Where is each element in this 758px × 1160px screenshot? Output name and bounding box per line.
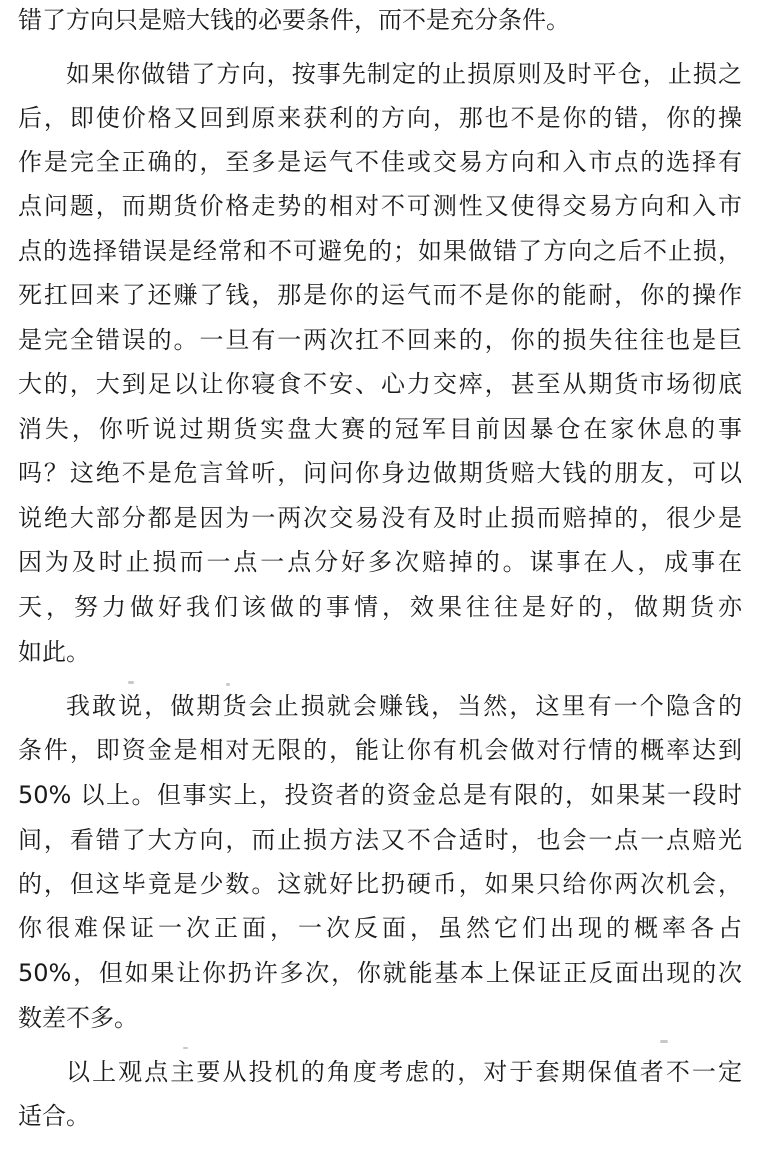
text-line: 大的，大到足以让你寝食不安、心力交瘁，甚至从期货市场彻底 bbox=[18, 370, 742, 398]
text-line: 点的选择错误是经常和不可避免的；如果做错了方向之后不止损， bbox=[18, 237, 742, 265]
text-line: 死扛回来了还赚了钱，那是你的运气而不是你的能耐，你的操作 bbox=[18, 281, 742, 309]
text-line: 以上观点主要从投机的角度考虑的，对于套期保值者不一定 bbox=[66, 1058, 742, 1086]
text-line: 适合。 bbox=[18, 1102, 90, 1130]
text-line: 作是完全正确的，至多是运气不佳或交易方向和入市点的选择有 bbox=[18, 148, 742, 176]
text-line: 吗？这绝不是危言耸听，问问你身边做期货赔大钱的朋友，可以 bbox=[18, 459, 742, 487]
scan-speck bbox=[660, 1040, 668, 1043]
text-line: 的，但这毕竟是少数。这就好比扔硬币，如果只给你两次机会， bbox=[18, 870, 742, 898]
text-line: 错了方向只是赔大钱的必要条件，而不是充分条件。 bbox=[18, 6, 570, 34]
scan-speck bbox=[128, 681, 134, 684]
text-line: 说绝大部分都是因为一两次交易没有及时止损而赔掉的，很少是 bbox=[18, 504, 742, 532]
text-line: 如果你做错了方向，按事先制定的止损原则及时平仓，止损之 bbox=[66, 60, 742, 88]
text-line: 我敢说，做期货会止损就会赚钱，当然，这里有一个隐含的 bbox=[66, 692, 742, 720]
text-line: 50%，但如果让你扔许多次，你就能基本上保证正反面出现的次 bbox=[18, 959, 742, 987]
text-line: 是完全错误的。一旦有一两次扛不回来的，你的损失往往也是巨 bbox=[18, 326, 742, 354]
text-line: 因为及时止损而一点一点分好多次赔掉的。谋事在人，成事在 bbox=[18, 548, 742, 576]
text-line: 数差不多。 bbox=[18, 1004, 138, 1032]
scan-speck bbox=[183, 1047, 188, 1049]
scan-speck bbox=[226, 683, 230, 686]
text-line: 后，即使价格又回到原来获利的方向，那也不是你的错，你的操 bbox=[18, 104, 742, 132]
text-line: 你很难保证一次正面，一次反面，虽然它们出现的概率各占 bbox=[18, 914, 742, 942]
text-line: 如此。 bbox=[18, 638, 90, 666]
text-line: 天，努力做好我们该做的事情，效果往往是好的，做期货亦 bbox=[18, 593, 742, 621]
text-line: 条件，即资金是相对无限的，能让你有机会做对行情的概率达到 bbox=[18, 736, 742, 764]
text-line: 点问题，而期货价格走势的相对不可测性又使得交易方向和入市 bbox=[18, 192, 742, 220]
text-line: 50% 以上。但事实上，投资者的资金总是有限的，如果某一段时 bbox=[18, 781, 742, 809]
text-line: 间，看错了大方向，而止损方法又不合适时，也会一点一点赔光 bbox=[18, 826, 742, 854]
text-line: 消失，你听说过期货实盘大赛的冠军目前因暴仓在家休息的事 bbox=[18, 415, 742, 443]
